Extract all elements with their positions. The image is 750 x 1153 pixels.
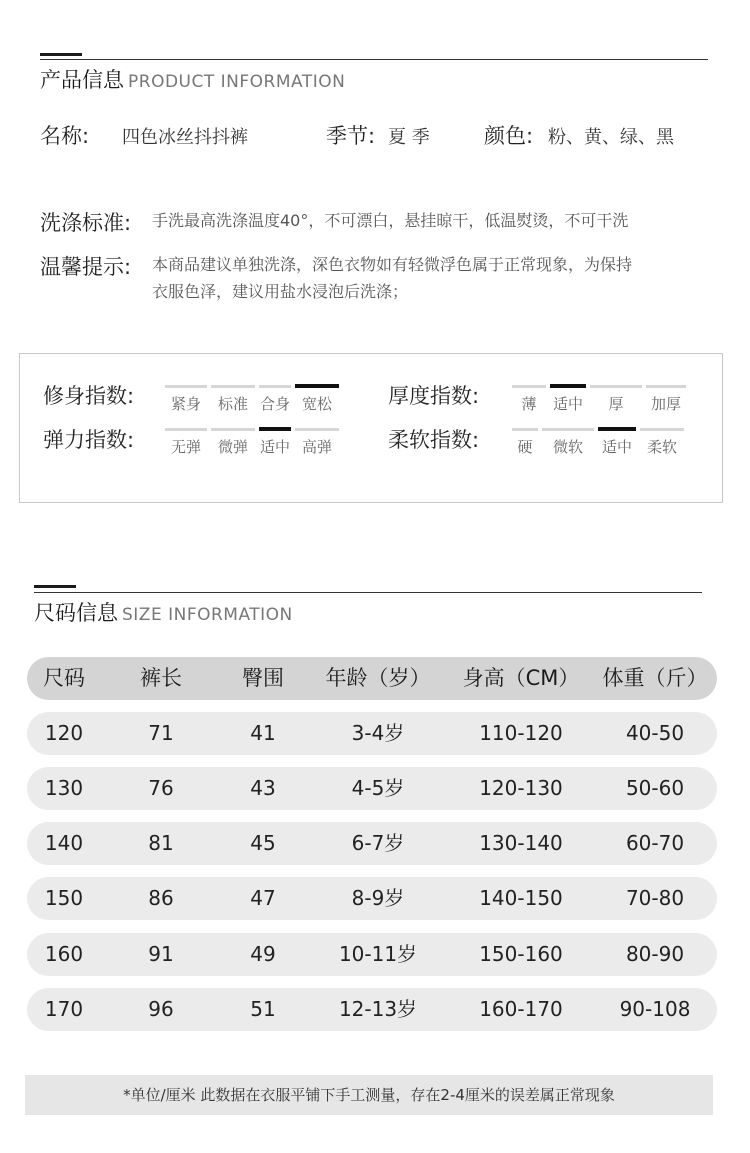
table-row [27, 933, 717, 976]
table-row [27, 767, 717, 810]
product-info-title-cn: 产品信息 [40, 68, 124, 92]
softness-index-scale [510, 428, 686, 457]
height-cell: 160-170 [479, 997, 563, 1021]
thickness-index-label: 厚度指数: [388, 384, 480, 408]
tip-line-2: 衣服色泽，建议用盐水浸泡后洗涤； [152, 282, 409, 301]
measurement-note: *单位/厘米 此数据在衣服平铺下手工测量，存在2-4厘米的误差属正常现象 [123, 1086, 615, 1104]
age-cell: 12-13岁 [338, 997, 418, 1021]
size-cell: 140 [44, 831, 84, 855]
length-cell: 81 [148, 831, 174, 855]
height-cell: 120-130 [479, 776, 563, 800]
height-cell: 130-140 [479, 831, 563, 855]
height-cell: 150-160 [479, 942, 563, 966]
header-cell: 年龄（岁） [325, 666, 431, 690]
hip-cell: 41 [250, 721, 276, 745]
fit-index-scale [163, 385, 341, 414]
age-cell: 8-9岁 [351, 886, 405, 910]
section-accent-bar [34, 585, 76, 588]
age-cell: 6-7岁 [351, 831, 405, 855]
hip-cell: 45 [250, 831, 276, 855]
header-cell: 身高（CM） [462, 666, 580, 690]
thickness-option: 薄 [510, 385, 548, 414]
size-cell: 160 [44, 942, 84, 966]
section-divider [40, 59, 708, 60]
size-cell: 120 [44, 721, 84, 745]
measurement-note-bar [25, 1075, 713, 1115]
color-value: 粉、黄、绿、黑 [548, 127, 674, 148]
stretch-index-scale [163, 428, 341, 457]
thickness-index-scale [510, 385, 688, 414]
tip-label: 温馨提示: [40, 255, 132, 279]
tip-line-1: 本商品建议单独洗涤，深色衣物如有轻微浮色属于正常现象，为保持 [152, 255, 633, 274]
softness-index-label: 柔软指数: [388, 428, 480, 452]
section-accent-bar [40, 53, 82, 56]
wash-value: 手洗最高洗涤温度40°，不可漂白，悬挂晾干，低温熨烫，不可干洗 [152, 211, 629, 230]
hip-cell: 49 [250, 942, 276, 966]
name-value: 四色冰丝抖抖裤 [122, 127, 248, 148]
fit-option: 合身 [257, 385, 293, 414]
fit-index-label: 修身指数: [43, 384, 135, 408]
thickness-option: 适中 [548, 385, 588, 414]
hip-cell: 43 [250, 776, 276, 800]
fit-option: 紧身 [163, 385, 209, 414]
header-cell: 尺码 [43, 666, 85, 690]
hip-cell: 47 [250, 886, 276, 910]
length-cell: 71 [148, 721, 174, 745]
size-cell: 130 [44, 776, 84, 800]
header-cell: 裤长 [140, 666, 182, 690]
height-cell: 140-150 [479, 886, 563, 910]
stretch-option: 微弹 [209, 428, 257, 457]
age-cell: 4-5岁 [351, 776, 405, 800]
weight-cell: 60-70 [625, 831, 685, 855]
weight-cell: 50-60 [625, 776, 685, 800]
length-cell: 91 [148, 942, 174, 966]
size-info-title [34, 597, 293, 627]
thickness-option: 加厚 [644, 385, 688, 414]
weight-cell: 80-90 [625, 942, 685, 966]
header-cell: 体重（斤） [602, 666, 708, 690]
age-cell: 3-4岁 [351, 721, 405, 745]
length-cell: 96 [148, 997, 174, 1021]
weight-cell: 90-108 [619, 997, 691, 1021]
softness-option: 适中 [596, 428, 638, 457]
size-table-header [27, 657, 717, 700]
weight-cell: 70-80 [625, 886, 685, 910]
name-label: 名称: [40, 124, 90, 148]
length-cell: 86 [148, 886, 174, 910]
header-cell: 臀围 [242, 666, 284, 690]
weight-cell: 40-50 [625, 721, 685, 745]
softness-option: 硬 [510, 428, 540, 457]
size-info-title-cn: 尺码信息 [34, 601, 118, 625]
softness-option: 微软 [540, 428, 596, 457]
table-row [27, 877, 717, 920]
thickness-option: 厚 [588, 385, 644, 414]
softness-option: 柔软 [638, 428, 686, 457]
size-cell: 150 [44, 886, 84, 910]
season-label: 季节: [326, 124, 376, 148]
product-info-title-en: PRODUCT INFORMATION [128, 72, 346, 92]
stretch-option: 高弹 [293, 428, 341, 457]
table-row [27, 988, 717, 1031]
length-cell: 76 [148, 776, 174, 800]
color-label: 颜色: [484, 124, 534, 148]
product-info-title [40, 64, 345, 94]
season-value: 夏 季 [388, 127, 430, 148]
section-divider [34, 592, 702, 593]
stretch-option: 适中 [257, 428, 293, 457]
table-row [27, 822, 717, 865]
wash-label: 洗涤标准: [40, 211, 132, 235]
stretch-option: 无弹 [163, 428, 209, 457]
fit-option: 宽松 [293, 385, 341, 414]
stretch-index-label: 弹力指数: [43, 428, 135, 452]
size-cell: 170 [44, 997, 84, 1021]
table-row [27, 712, 717, 755]
fit-option: 标准 [209, 385, 257, 414]
age-cell: 10-11岁 [338, 942, 418, 966]
hip-cell: 51 [250, 997, 276, 1021]
size-info-title-en: SIZE INFORMATION [122, 605, 293, 625]
height-cell: 110-120 [479, 721, 563, 745]
